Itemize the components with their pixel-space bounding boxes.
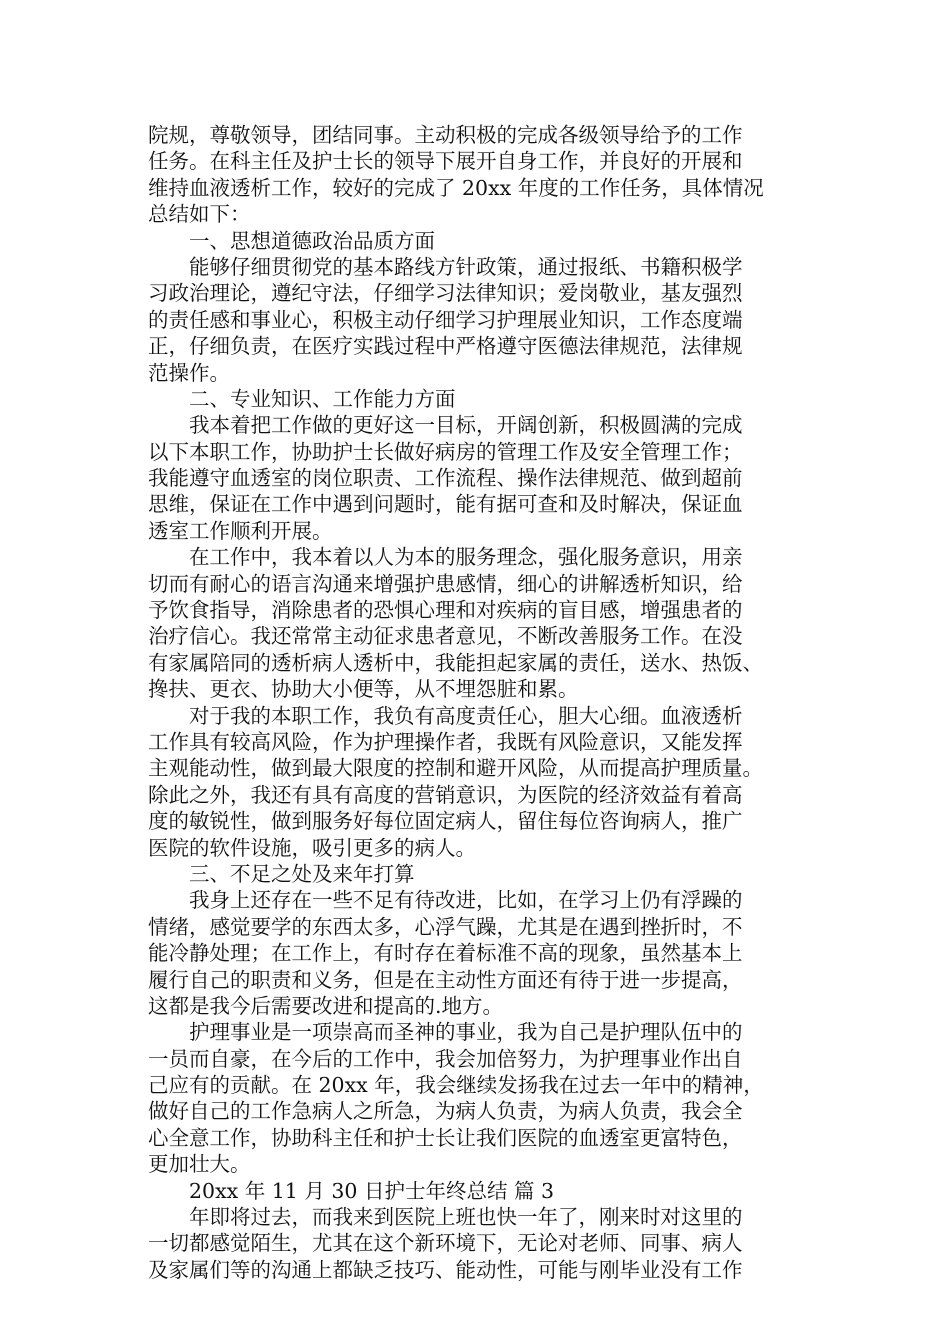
text-line: 正，仔细负责，在医疗实践过程中严格遵守医德法律规范，法律规 (148, 334, 743, 359)
text-line: 我本着把工作做的更好这一目标，开阔创新，积极圆满的完成 (189, 413, 743, 438)
text-line: 这都是我今后需要改进和提高的.地方。 (148, 993, 504, 1018)
text-line: 总结如下： (148, 202, 251, 227)
text-line: 及家属们等的沟通上都缺乏技巧、能动性，可能与刚毕业没有工作 (148, 1257, 743, 1282)
text-line: 度的敏锐性，做到服务好每位固定病人，留住每位咨询病人，推广 (148, 809, 743, 834)
text-line: 一员而自豪，在今后的工作中，我会加倍努力，为护理事业作出自 (148, 1046, 743, 1071)
text-line: 20xx 年 11 月 30 日护士年终总结 篇 3 (189, 1178, 555, 1203)
text-line: 年即将过去，而我来到医院上班也快一年了，刚来时对这里的 (189, 1205, 743, 1230)
document-page (148, 122, 820, 1283)
text-line: 任务。在科主任及护士长的领导下展开自身工作，并良好的开展和 (148, 149, 743, 174)
text-line: 能够仔细贯彻党的基本路线方针政策，通过报纸、书籍积极学 (189, 254, 743, 279)
text-line: 思维，保证在工作中遇到问题时，能有据可查和及时解决，保证血 (148, 492, 743, 517)
text-line: 透室工作顺利开展。 (148, 518, 333, 543)
text-line: 己应有的贡献。在 20xx 年，我会继续发扬我在过去一年中的精神， (148, 1073, 764, 1098)
text-line: 心全意工作，协助科主任和护士长让我们医院的血透室更富特色， (148, 1125, 743, 1150)
text-line: 习政治理论，遵纪守法，仔细学习法律知识；爱岗敬业，基友强烈 (148, 281, 743, 306)
text-line: 二、专业知识、工作能力方面 (189, 386, 456, 411)
text-line: 主观能动性，做到最大限度的控制和避开风险，从而提高护理质量。 (148, 756, 763, 781)
text-line: 除此之外，我还有具有高度的营销意识，为医院的经济效益有着高 (148, 782, 743, 807)
text-line: 以下本职工作，协助护士长做好病房的管理工作及安全管理工作； (148, 439, 743, 464)
text-line: 切而有耐心的语言沟通来增强护患感情，细心的讲解透析知识，给 (148, 571, 743, 596)
text-line: 搀扶、更衣、协助大小便等，从不埋怨脏和累。 (148, 677, 579, 702)
text-line: 医院的软件设施，吸引更多的病人。 (148, 835, 476, 860)
text-line: 能冷静处理；在工作上，有时存在着标准不高的现象，虽然基本上 (148, 941, 743, 966)
text-line: 予饮食指导，消除患者的恐惧心理和对疾病的盲目感，增强患者的 (148, 598, 743, 623)
text-line: 的责任感和事业心，积极主动仔细学习护理展业知识，工作态度端 (148, 307, 743, 332)
text-line: 有家属陪同的透析病人透析中，我能担起家属的责任，送水、热饭、 (148, 650, 763, 675)
text-line: 我能遵守血透室的岗位职责、工作流程、操作法律规范、做到超前 (148, 466, 743, 491)
text-line: 履行自己的职责和义务，但是在主动性方面还有待于进一步提高， (148, 967, 743, 992)
text-line: 治疗信心。我还常常主动征求患者意见，不断改善服务工作。在没 (148, 624, 743, 649)
text-line: 范操作。 (148, 360, 230, 385)
text-line: 我身上还存在一些不足有待改进，比如，在学习上仍有浮躁的 (189, 888, 743, 913)
text-line: 工作具有较高风险，作为护理操作者，我既有风险意识，又能发挥 (148, 729, 743, 754)
text-line: 对于我的本职工作，我负有高度责任心，胆大心细。血液透析 (189, 703, 743, 728)
text-line: 情绪，感觉要学的东西太多，心浮气躁，尤其是在遇到挫折时，不 (148, 914, 743, 939)
text-line: 在工作中，我本着以人为本的服务理念，强化服务意识，用亲 (189, 545, 743, 570)
text-line: 护理事业是一项崇高而圣神的事业，我为自己是护理队伍中的 (189, 1020, 743, 1045)
text-line: 三、不足之处及来年打算 (189, 861, 415, 886)
text-line: 维持血液透析工作，较好的完成了 20xx 年度的工作任务，具体情况 (148, 175, 764, 200)
text-line: 一切都感觉陌生，尤其在这个新环境下，无论对老师、同事、病人 (148, 1231, 743, 1256)
text-line: 做好自己的工作急病人之所急，为病人负责，为病人负责，我会全 (148, 1099, 743, 1124)
text-line: 院规，尊敬领导，团结同事。主动积极的完成各级领导给予的工作 (148, 123, 743, 147)
text-line: 一、思想道德政治品质方面 (189, 228, 435, 253)
text-line: 更加壮大。 (148, 1152, 251, 1177)
